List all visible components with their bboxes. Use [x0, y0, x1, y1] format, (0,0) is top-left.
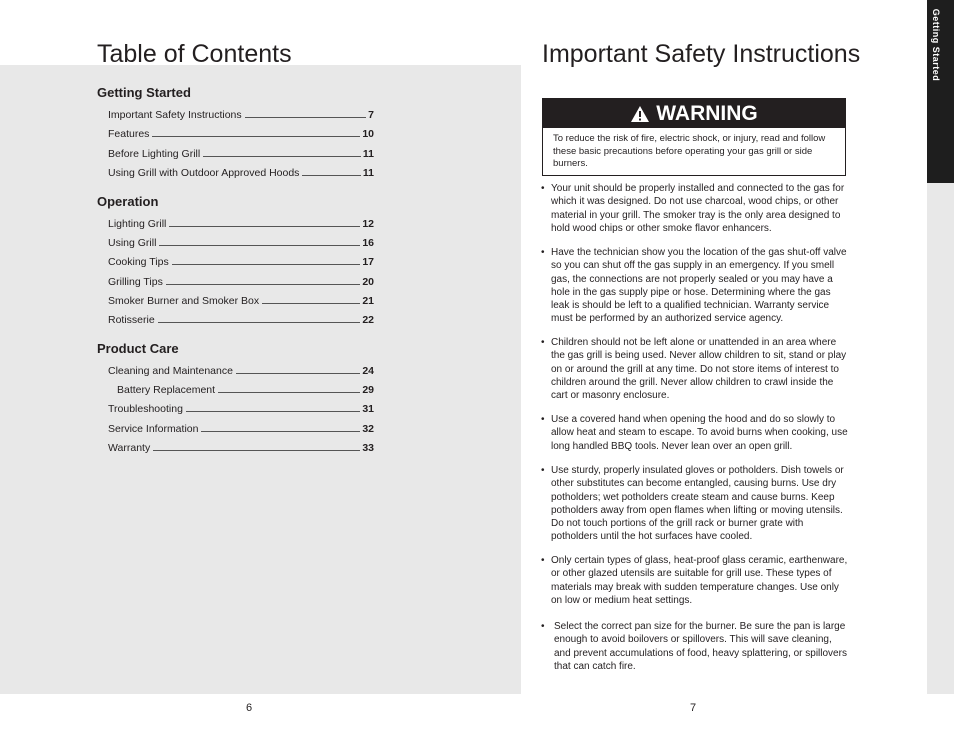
toc-entry[interactable] [97, 307, 374, 326]
safety-bullet-text: Use sturdy, properly insulated gloves or potholders. Dish towels or other substitutes can become entangled, causing burns. Use dry potholders; wet potholders create steam and cause burns. Keep potholders away from open flames when lifting or moving utensils. Do not touch portions of the grill rack or burner grate with potholders until the hot surfaces have cooled. [551, 465, 844, 543]
toc-entry[interactable] [97, 249, 374, 268]
toc-entry-label: Cleaning and Maintenance [108, 365, 233, 378]
toc-entry[interactable] [97, 358, 374, 377]
toc-leader-line [262, 303, 360, 304]
warning-text: To reduce the risk of fire, electric shock, or injury, read and follow these basic precautions before operating your gas grill or side burners. [553, 133, 826, 169]
bullet-icon: • [541, 555, 545, 566]
toc-entry-page: 12 [362, 217, 374, 230]
safety-bullet-text: Your unit should be properly installed and connected to the gas for which it was designed. Do not use charcoal, wood chips, or other material in your grill. The smoker tray is the only area designed to hold wood chips or other smoke flavor enhancers. [551, 183, 845, 234]
safety-title: Important Safety Instructions [542, 40, 861, 68]
safety-bullet [540, 620, 850, 673]
toc-entry-page: 32 [362, 422, 374, 435]
toc-entry-page: 7 [368, 109, 374, 122]
safety-bullet-text: Children should not be left alone or unattended in an area where the gas grill is being used. Never allow children to sit, stand or play on or around the grill at any time. Do not store items of interest to children around the grill. Never allow children to crawl inside the cart or masonry enclosure. [551, 337, 847, 402]
toc-leader-line [153, 450, 360, 451]
toc-section [97, 193, 374, 326]
safety-bullet [540, 554, 850, 607]
toc-entry[interactable] [97, 102, 374, 121]
safety-bullet [540, 464, 850, 544]
toc-leader-line [166, 284, 360, 285]
toc-entry-label: Rotisserie [108, 313, 155, 326]
toc-leader-line [245, 117, 367, 118]
safety-bullet [540, 413, 850, 453]
toc-title: Table of Contents [97, 40, 292, 68]
toc-leader-line [186, 411, 360, 412]
toc-entry[interactable] [97, 396, 374, 415]
toc-leader-line [158, 322, 361, 323]
toc-entry-page: 11 [362, 147, 374, 160]
toc-entry[interactable] [97, 121, 374, 140]
toc-leader-line [302, 175, 360, 176]
toc-entry-page: 21 [362, 294, 374, 307]
safety-bullet-text: Use a covered hand when opening the hood and do so slowly to allow heat and steam to escape. To avoid burns when cooking, use long handled BBQ tools. Never lean over an open grill. [551, 414, 848, 452]
toc-entry-page: 29 [362, 384, 374, 397]
toc-entry-page: 22 [362, 313, 374, 326]
toc-entry[interactable] [97, 288, 374, 307]
toc-leader-line [201, 431, 360, 432]
toc-entry[interactable] [97, 211, 374, 230]
toc-entry-label: Service Information [108, 422, 199, 435]
bullet-icon: • [541, 621, 545, 632]
toc-leader-line [236, 373, 360, 374]
toc-section-title: Operation [97, 193, 159, 209]
toc-entry-page: 16 [362, 237, 374, 250]
toc-leader-line [152, 136, 360, 137]
safety-bullet [540, 182, 850, 235]
toc-entry[interactable] [97, 140, 374, 159]
toc-leader-line [159, 245, 360, 246]
toc-entry-page: 11 [362, 166, 374, 179]
toc-leader-line [203, 156, 361, 157]
safety-bullet-text: Have the technician show you the location of the gas shut-off valve so you can shut off the gas supply in an emergency. If you smell gas, the connections are not properly sealed or you may have a hole in the gas supply pipe or hose. Determining where the gas leak is should be left to a qualified technician. Warranty service must be performed by an authorized service agency. [551, 247, 847, 325]
safety-bullet [540, 246, 850, 326]
toc-entry-page: 33 [362, 441, 374, 454]
safety-bullet-text: Select the correct pan size for the burner. Be sure the pan is large enough to avoid boilovers or spillovers. This will save cleaning, and prevent accumulations of food, heavy splattering, or spillovers that can catch fire. [554, 621, 847, 672]
toc-entry-label: Warranty [108, 441, 151, 454]
bullet-icon: • [541, 414, 545, 425]
table-of-contents [97, 84, 374, 468]
toc-section [97, 84, 374, 179]
toc-section [97, 340, 374, 454]
toc-entry-label: Battery Replacement [117, 384, 216, 397]
toc-entry[interactable] [97, 377, 374, 396]
toc-leader-line [169, 226, 360, 227]
toc-entry-page: 24 [362, 365, 374, 378]
toc-entry[interactable] [97, 160, 374, 179]
toc-entry-label: Using Grill with Outdoor Approved Hoods [108, 166, 300, 179]
safety-bullet-text: Only certain types of glass, heat-proof glass ceramic, earthenware, or other glazed utensils are suitable for grill use. These types of materials may break with sudden temperature changes. Use only on low or medium heat settings. [551, 555, 848, 606]
toc-entry[interactable] [97, 230, 374, 249]
side-tab-label: Getting Started [931, 8, 941, 82]
bullet-icon: • [541, 247, 545, 258]
safety-bullet [540, 336, 850, 402]
toc-entry[interactable] [97, 268, 374, 287]
toc-entry[interactable] [97, 415, 374, 434]
toc-entry-page: 17 [362, 256, 374, 269]
toc-entry-label: Features [108, 128, 150, 141]
toc-entry-page: 10 [362, 128, 374, 141]
toc-entry-label: Smoker Burner and Smoker Box [108, 294, 260, 307]
toc-entry[interactable] [97, 435, 374, 454]
toc-leader-line [218, 392, 360, 393]
toc-section-title: Product Care [97, 340, 179, 356]
toc-leader-line [172, 264, 361, 265]
bullet-icon: • [541, 337, 545, 348]
toc-entry-label: Cooking Tips [108, 256, 169, 269]
toc-entry-label: Using Grill [108, 237, 157, 250]
warning-header [543, 99, 845, 128]
toc-entry-label: Lighting Grill [108, 217, 167, 230]
warning-box [542, 98, 846, 176]
bullet-icon: • [541, 183, 545, 194]
warning-triangle-icon [630, 105, 650, 123]
toc-entry-label: Grilling Tips [108, 275, 163, 288]
bullet-icon: • [541, 465, 545, 476]
warning-heading: WARNING [656, 101, 758, 125]
toc-entry-label: Before Lighting Grill [108, 147, 201, 160]
toc-entry-label: Troubleshooting [108, 403, 183, 416]
left-page-number: 6 [246, 702, 253, 714]
toc-section-title: Getting Started [97, 85, 191, 100]
right-page-number: 7 [690, 702, 697, 714]
toc-entry-label: Important Safety Instructions [108, 109, 242, 122]
toc-entry-page: 31 [362, 403, 374, 416]
toc-entry-page: 20 [362, 275, 374, 288]
